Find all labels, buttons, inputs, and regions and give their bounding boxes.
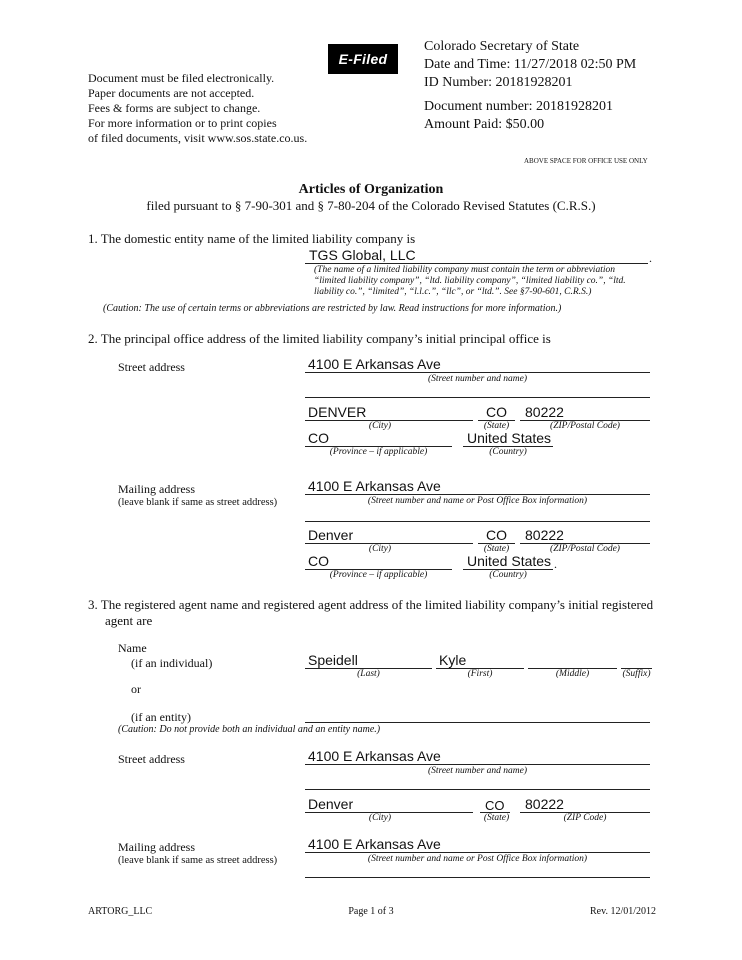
section3-caution: (Caution: Do not provide both an individual and an entity name.): [118, 724, 381, 735]
agent-state-field[interactable]: CO: [485, 798, 505, 813]
caption: (City): [368, 544, 392, 554]
entity-name-note: [314, 265, 654, 298]
caption: (City): [368, 813, 392, 823]
filing-stamp: [424, 38, 636, 134]
notice-line: of filed documents, visit www.sos.state.co.us.: [88, 131, 308, 145]
section1-caution: (Caution: The use of certain terms or abbreviations are restricted by law. Read instructions for more information.): [103, 303, 562, 314]
caption: (Middle): [555, 669, 590, 679]
mailing-sub-text: (leave blank if same as street address): [118, 855, 278, 866]
entity-name-field[interactable]: TGS Global, LLC: [309, 247, 416, 263]
principal-mail-state-field[interactable]: CO: [486, 527, 507, 543]
if-individual-label: (if an individual): [131, 656, 213, 670]
stamp-document-number: Document number: 20181928201: [424, 99, 613, 114]
page-title: Articles of Organization: [298, 182, 444, 197]
agent-street-field[interactable]: 4100 E Arkansas Ave: [308, 748, 441, 764]
principal-country-field[interactable]: United States: [467, 430, 552, 446]
if-entity-label: (if an entity): [131, 710, 191, 724]
caption: (Street number and name or Post Office Box information): [367, 854, 588, 864]
note-line: “limited liability company”, “ltd. liability company”, “limited liability co.”, “ltd.: [314, 276, 626, 286]
caption: (State): [483, 544, 510, 554]
principal-mail-zip-field[interactable]: 80222: [525, 527, 564, 543]
agent-first-name-field[interactable]: Kyle: [439, 652, 467, 668]
revision: Rev. 12/01/2012: [589, 906, 656, 917]
or-label: or: [131, 682, 141, 696]
stamp-amount-paid: Amount Paid: $50.00: [424, 117, 545, 132]
principal-street-field[interactable]: 4100 E Arkansas Ave: [308, 356, 441, 372]
caption: (Country): [489, 570, 527, 580]
mailing-label-text: Mailing address: [118, 840, 195, 854]
principal-mail-province-field[interactable]: CO: [308, 553, 329, 569]
principal-mail-city-field[interactable]: Denver: [308, 527, 354, 543]
principal-mail-country-field[interactable]: United States: [467, 553, 552, 569]
principal-mail-street-field[interactable]: 4100 E Arkansas Ave: [308, 478, 441, 494]
caption: (Province – if applicable): [329, 570, 428, 580]
caption: (ZIP Code): [563, 813, 607, 823]
agent-mailing-label: [118, 840, 277, 867]
section3-question-line: agent are: [105, 613, 153, 628]
stamp-datetime: Date and Time: 11/27/2018 02:50 PM: [424, 57, 637, 72]
agent-street-label: Street address: [118, 752, 185, 766]
notice-line: Paper documents are not accepted.: [88, 86, 255, 100]
caption: (City): [368, 421, 392, 431]
caption: (Street number and name): [427, 766, 528, 776]
agent-zip-field[interactable]: 80222: [525, 796, 564, 812]
notice-line: Document must be filed electronically.: [88, 71, 275, 85]
notice-line: For more information or to print copies: [88, 116, 277, 130]
agent-entity-name-field[interactable]: [305, 722, 650, 723]
agent-mail-street-field[interactable]: 4100 E Arkansas Ave: [308, 836, 441, 852]
agent-city-field[interactable]: Denver: [308, 796, 354, 812]
filing-notice: [88, 71, 307, 146]
principal-city-field[interactable]: DENVER: [308, 404, 367, 420]
principal-zip-field[interactable]: 80222: [525, 404, 564, 420]
stamp-id-number: ID Number: 20181928201: [424, 75, 573, 90]
caption: (Suffix): [622, 669, 651, 679]
notice-line: Fees & forms are subject to change.: [88, 101, 261, 115]
page-number: Page 1 of 3: [348, 906, 394, 917]
section3-question-line: 3. The registered agent name and registered agent address of the limited liability company’s initial registered: [88, 597, 654, 612]
page-subtitle: filed pursuant to § 7-90-301 and § 7-80-204 of the Colorado Revised Statutes (C.R.S.): [146, 198, 596, 213]
form-id: ARTORG_LLC: [88, 906, 153, 917]
caption: (State): [483, 421, 510, 431]
caption: (ZIP/Postal Code): [550, 421, 620, 431]
caption: (First): [467, 669, 493, 679]
caption: (Province – if applicable): [329, 447, 428, 457]
caption: (State): [483, 813, 510, 823]
office-use-label: ABOVE SPACE FOR OFFICE USE ONLY: [524, 157, 648, 165]
caption: (Street number and name): [427, 374, 528, 384]
agent-name-label: Name: [118, 641, 147, 655]
section2-question: 2. The principal office address of the limited liability company’s initial principal office is: [88, 331, 551, 346]
section3-question: [88, 597, 653, 629]
section1-question: 1. The domestic entity name of the limited liability company is: [88, 231, 416, 246]
caption: (Street number and name or Post Office Box information): [367, 496, 588, 506]
principal-province-field[interactable]: CO: [308, 430, 329, 446]
caption: (Country): [489, 447, 527, 457]
mailing-sub-text: (leave blank if same as street address): [118, 497, 278, 508]
stamp-office: Colorado Secretary of State: [424, 39, 580, 54]
street-address-label: Street address: [118, 360, 185, 374]
principal-state-field[interactable]: CO: [486, 404, 507, 420]
caption: (Last): [357, 669, 380, 679]
e-filed-logo: E-Filed: [328, 44, 398, 74]
mailing-label-text: Mailing address: [118, 482, 195, 496]
note-line: liability co.”, “limited”, “l.l.c.”, “llc”, or “ltd.”. See §7-90-601, C.R.S.): [314, 287, 592, 297]
note-line: (The name of a limited liability company must contain the term or abbreviation: [314, 265, 615, 275]
caption: (ZIP/Postal Code): [550, 544, 620, 554]
agent-last-name-field[interactable]: Speidell: [308, 652, 358, 668]
mailing-address-label: [118, 482, 277, 509]
